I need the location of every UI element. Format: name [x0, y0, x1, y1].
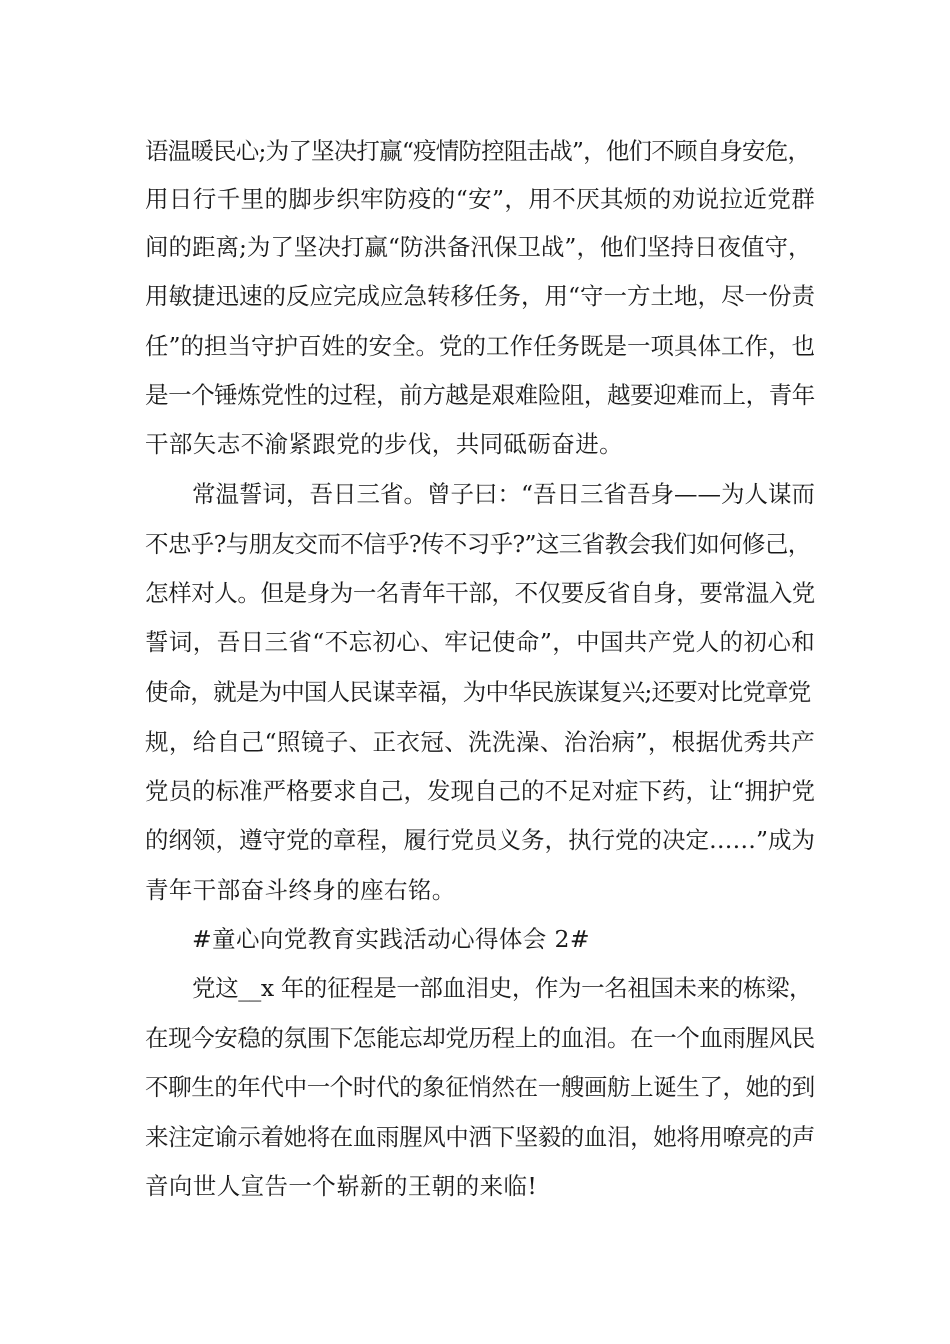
paragraph-1-line-5: 任”的担当守护百姓的安全。党的工作任务既是一项具体工作，也: [145, 332, 816, 360]
paragraph-2-line-9: 青年干部奋斗终身的座右铭。: [145, 876, 456, 904]
paragraph-3-line-4: 来注定谕示着她将在血雨腥风中洒下坚毅的血泪，她将用嘹亮的声: [145, 1123, 815, 1151]
section-heading: #童心向党教育实践活动心得体会 2#: [192, 925, 591, 953]
paragraph-2-line-5: 使命，就是为中国人民谋幸福，为中华民族谋复兴;还要对比党章党: [145, 678, 811, 706]
paragraph-1-line-1: 语温暖民心;为了坚决打赢“疫情防控阻击战”，他们不顾自身安危，: [145, 137, 811, 165]
paragraph-3-line-5: 音向世人宣告一个崭新的王朝的来临!: [145, 1172, 538, 1200]
paragraph-1-line-4: 用敏捷迅速的反应完成应急转移任务，用“守一方土地，尽一份责: [145, 282, 816, 310]
paragraph-2-line-3: 怎样对人。但是身为一名青年干部，不仅要反省自身，要常温入党: [145, 579, 815, 607]
paragraph-2-line-7: 党员的标准严格要求自己，发现自己的不足对症下药，让“拥护党: [145, 777, 816, 805]
paragraph-3-line-2: 在现今安稳的氛围下怎能忘却党历程上的血泪。在一个血雨腥风民: [145, 1024, 815, 1052]
paragraph-2-line-8: 的纲领，遵守党的章程，履行党员义务，执行党的决定……”成为: [145, 826, 816, 854]
paragraph-1-line-2: 用日行千里的脚步织牢防疫的“安”，用不厌其烦的劝说拉近党群: [145, 185, 816, 213]
paragraph-2-line-6: 规，给自己“照镜子、正衣冠、洗洗澡、治治病”，根据优秀共产: [145, 728, 816, 756]
paragraph-3-line-1: 党这__x 年的征程是一部血泪史，作为一名祖国未来的栋梁，: [192, 974, 813, 1002]
paragraph-2-line-2: 不忠乎?与朋友交而不信乎?传不习乎?”这三省教会我们如何修己，: [145, 530, 811, 558]
paragraph-2-line-1: 常温誓词，吾日三省。曾子曰：“吾日三省吾身——为人谋而: [192, 480, 816, 508]
paragraph-1-line-6: 是一个锤炼党性的过程，前方越是艰难险阻，越要迎难而上，青年: [145, 381, 815, 409]
paragraph-2-line-4: 誓词，吾日三省“不忘初心、牢记使命”，中国共产党人的初心和: [145, 628, 816, 656]
paragraph-1-line-3: 间的距离;为了坚决打赢“防洪备汛保卫战”，他们坚持日夜值守，: [145, 233, 812, 261]
paragraph-3-line-3: 不聊生的年代中一个时代的象征悄然在一艘画舫上诞生了，她的到: [145, 1073, 815, 1101]
paragraph-1-line-7: 干部矢志不渝紧跟党的步伐，共同砥砺奋进。: [145, 430, 623, 458]
